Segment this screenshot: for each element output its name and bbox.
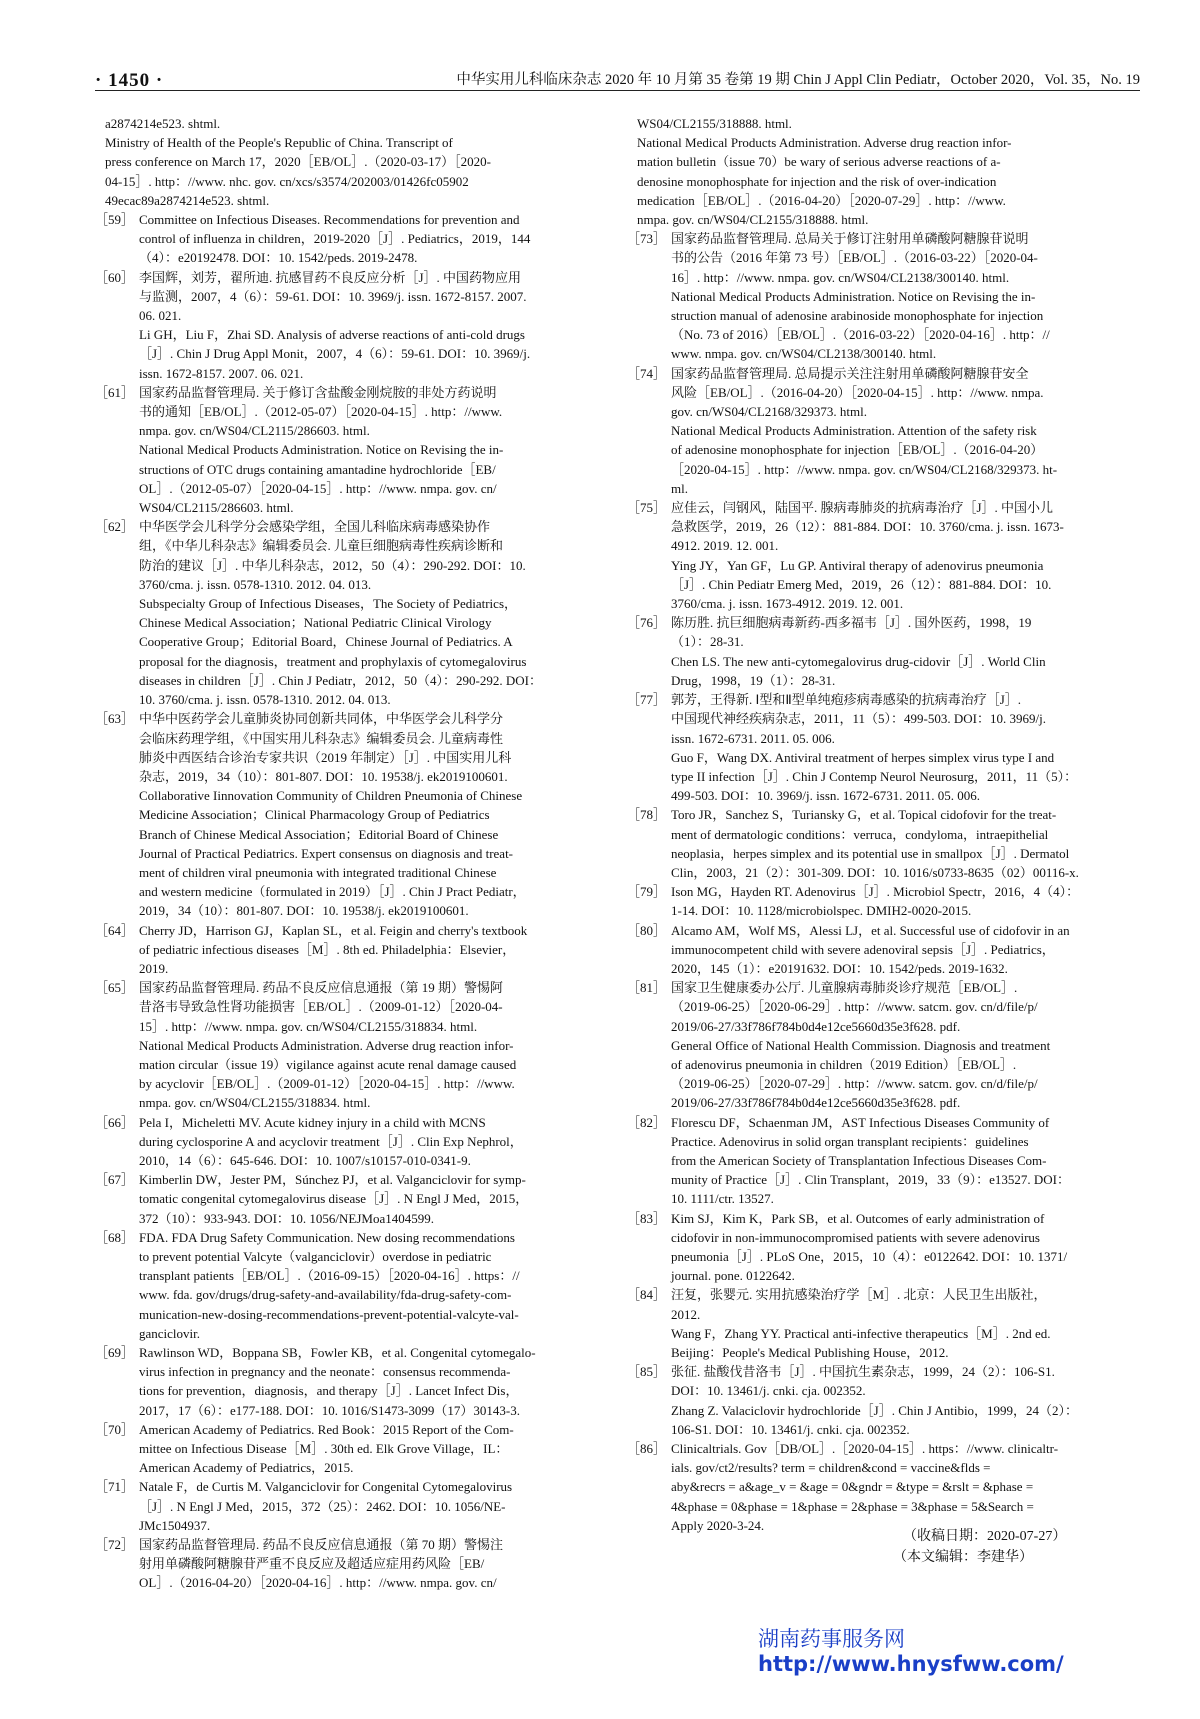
reference-line: 2019/06-27/33f786f784b0d4e12ce5660d35e3f628. pdf.: [671, 1095, 961, 1111]
reference-line: www. nmpa. gov. cn/WS04/CL2138/300140. html.: [671, 346, 937, 362]
reference-item: [95, 210, 578, 268]
reference-line: structions of OTC drugs containing amantadine hydrochloride［EB/: [139, 461, 496, 477]
reference-line: Cooperative Group；Editorial Board，Chinese Journal of Pediatrics. A: [139, 634, 513, 650]
reference-line: Wang F，Zhang YY. Practical anti-infective therapeutics［M］. 2nd ed.: [671, 1325, 1051, 1341]
reference-item: [95, 1420, 578, 1478]
reference-item: [627, 1362, 1140, 1439]
reference-line: Branch of Chinese Medical Association；Editorial Board of Chinese: [139, 826, 499, 842]
reference-line: 国家药品监督管理局. 总局提示关注注射用单磷酸阿糖腺苷安全: [671, 365, 1029, 381]
reference-line: aby&recrs = a&age_v = &age = 0&gndr = &type = &rslt = &phase =: [671, 1479, 1034, 1495]
reference-line: 组，《中华儿科杂志》编辑委员会. 儿童巨细胞病毒性疾病诊断和: [139, 538, 504, 554]
reference-number: ［77］: [627, 692, 667, 708]
reference-line: 中华医学会儿科学分会感染学组，全国儿科临床病毒感染协作: [139, 519, 491, 535]
reference-line: General Office of National Health Commission. Diagnosis and treatment: [671, 1037, 1051, 1053]
journal-running-title: 中华实用儿科临床杂志 2020 年 10 月第 35 卷第 19 期 Chin J Appl Clin Pediatr，October 2020，Vol. 35，No. 19: [456, 72, 1140, 88]
reference-line: of pediatric infectious diseases［M］. 8th ed. Philadelphia：Elsevier，: [139, 941, 516, 957]
reference-item: [95, 709, 578, 920]
reference-line: mittee on Infectious Disease［M］. 30th ed. Elk Grove Village，IL：: [139, 1441, 509, 1457]
reference-line: 16］. http：//www. nmpa. gov. cn/WS04/CL2138/300140. html.: [671, 269, 1010, 285]
reference-line: ［2020-04-15］. http：//www. nmpa. gov. cn/WS04/CL2168/329373. ht-: [671, 461, 1058, 477]
reference-line: Clin，2003，21（2）：301-309. DOI：10. 1016/s0733-8635（02）00116-x.: [671, 864, 1079, 880]
reference-line: 张征. 盐酸伐昔洛韦［J］. 中国抗生素杂志，1999，24（2）：106-S1.: [671, 1364, 1055, 1380]
running-header: [95, 66, 1140, 92]
reference-line: 49ecac89a2874214e523. shtml.: [105, 192, 270, 208]
reference-number: ［61］: [95, 384, 135, 400]
reference-line: during cyclosporine A and acyclovir treatment［J］. Clin Exp Nephrol，: [139, 1133, 523, 1149]
reference-line: Chinese Medical Association；National Pediatric Clinical Virology: [139, 615, 492, 631]
reference-line: American Academy of Pediatrics. Red Book：2015 Report of the Com-: [139, 1421, 514, 1437]
watermark-site-name: 湖南药事服务网: [758, 1627, 905, 1651]
reference-line: （1）：28-31.: [671, 634, 744, 650]
reference-line: control of influenza in children，2019-2020［J］. Pediatrics，2019，144: [139, 231, 531, 247]
reference-line: Toro JR，Sanchez S，Turiansky G，et al. Topical cidofovir for the treat-: [671, 807, 1057, 823]
reference-line: munication-new-dosing-recommendations-prevent-potential-valcyte-val-: [139, 1306, 519, 1322]
reference-line: tions for prevention，diagnosis，and therapy［J］. Lancet Infect Dis，: [139, 1383, 519, 1399]
reference-line: Ison MG，Hayden RT. Adenovirus［J］. Microbiol Spectr，2016，4（4）：: [671, 884, 1080, 900]
reference-line: and western medicine（formulated in 2019）［J］. Chin J Pract Pediatr，: [139, 884, 526, 900]
reference-item: [627, 1209, 1140, 1286]
received-date: （收稿日期：2020-07-27）: [903, 1529, 1067, 1544]
reference-line: ［J］. N Engl J Med，2015，372（25）：2462. DOI：10. 1056/NE-: [139, 1498, 506, 1514]
reference-number: ［68］: [95, 1229, 135, 1245]
reference-line: ［J］. Chin J Drug Appl Monit，2007，4（6）：59-61. DOI：10. 3969/j.: [139, 346, 531, 362]
reference-line: mation circular（issue 19）vigilance against acute renal damage caused: [139, 1056, 517, 1072]
reference-line: tomatic congenital cytomegalovirus disease［J］. N Engl J Med，2015，: [139, 1191, 529, 1207]
reference-line: 急救医学，2019，26（12）：881-884. DOI：10. 3760/cma. j. issn. 1673-: [671, 519, 1064, 535]
reference-line: 2019，34（10）：801-807. DOI：10. 19538/j. ek2019100601.: [139, 903, 469, 919]
reference-line: ials. gov/ct2/results? term = children&cond = vaccine&flds =: [671, 1460, 991, 1476]
reference-line: Chen LS. The new anti-cytomegalovirus drug-cidovir［J］. World Clin: [671, 653, 1046, 669]
reference-line: by acyclovir［EB/OL］.（2009-01-12）［2020-04-15］. http：//www.: [139, 1076, 515, 1092]
reference-line: cidofovir in non-immunocompromised patients with severe adenovirus: [671, 1229, 1040, 1245]
reference-line: （2019-06-25）［2020-06-29］. http：//www. satcm. gov. cn/d/file/p/: [671, 999, 1038, 1015]
reference-line: ment of dermatologic conditions：verruca，condyloma，intraepithelial: [671, 826, 1049, 842]
reference-line: 书的公告（2016 年第 73 号）［EB/OL］.（2016-03-22）［2020-04-: [671, 250, 1038, 266]
reference-line: 10. 1111/ctr. 13527.: [671, 1191, 774, 1207]
reference-line: Zhang Z. Valaciclovir hydrochloride［J］. Chin J Antibio，1999，24（2）：: [671, 1402, 1079, 1418]
reference-item: [95, 1535, 578, 1593]
reference-line: type II infection［J］. Chin J Contemp Neurol Neurosurg，2011，11（5）：: [671, 768, 1078, 784]
reference-number: ［65］: [95, 980, 135, 996]
reference-line: ml.: [671, 480, 688, 496]
reference-line: Medicine Association；Clinical Pharmacology Group of Pediatrics: [139, 807, 490, 823]
reference-item: [627, 229, 1140, 363]
reference-item: [627, 1285, 1140, 1362]
reference-line: Subspecialty Group of Infectious Diseases，The Society of Pediatrics，: [139, 596, 517, 612]
reference-number: ［72］: [95, 1537, 135, 1553]
reference-line: Drug，1998，19（1）：28-31.: [671, 672, 836, 688]
reference-line: （No. 73 of 2016）［EB/OL］.（2016-03-22）［2020-04-16］. http：//: [671, 327, 1050, 343]
reference-item: [95, 921, 578, 979]
reference-line: nmpa. gov. cn/WS04/CL2155/318834. html.: [139, 1095, 371, 1111]
reference-number: ［84］: [627, 1287, 667, 1303]
reference-line: 会临床药理学组，《中国实用儿科杂志》编辑委员会. 儿童病毒性: [139, 730, 504, 746]
reference-line: Committee on Infectious Diseases. Recommendations for prevention and: [139, 212, 520, 228]
reference-line: mation bulletin（issue 70）be wary of serious adverse reactions of a-: [637, 154, 1001, 170]
reference-line: issn. 1672-6731. 2011. 05. 006.: [671, 730, 835, 746]
reference-number: ［69］: [95, 1345, 135, 1360]
reference-line: press conference on March 17，2020［EB/OL］.（2020-03-17）［2020-: [105, 154, 491, 170]
reference-item: [627, 364, 1140, 498]
reference-line: 应佳云，闫钢风，陆国平. 腺病毒肺炎的抗病毒治疗［J］. 中国小儿: [671, 500, 1054, 516]
reference-item: [95, 268, 578, 383]
reference-line: www. fda. gov/drugs/drug-safety-and-availability/fda-drug-safety-com-: [139, 1287, 512, 1303]
reference-line: 04-15］. http：//www. nhc. gov. cn/xcs/s3574/202003/01426fc05902: [105, 173, 469, 189]
reference-continuation: [627, 114, 1140, 229]
reference-line: 499-503. DOI：10. 3969/j. issn. 1672-6731. 2011. 05. 006.: [671, 788, 980, 804]
reference-number: ［70］: [95, 1421, 135, 1437]
reference-line: 郭芳，王得新. Ⅰ型和Ⅱ型单纯疱疹病毒感染的抗病毒治疗［J］.: [671, 692, 1022, 708]
reference-item: [627, 978, 1140, 1112]
reference-line: WS04/CL2155/318888. html.: [637, 116, 792, 131]
reference-line: 防治的建议［J］. 中华儿科杂志，2012，50（4）：290-292. DOI：10.: [139, 557, 526, 573]
reference-line: 中国现代神经疾病杂志，2011，11（5）：499-503. DOI：10. 3969/j.: [671, 711, 1046, 727]
reference-number: ［74］: [627, 365, 667, 381]
reference-number: ［83］: [627, 1210, 667, 1226]
reference-item: [95, 383, 578, 517]
reference-number: ［78］: [627, 807, 667, 823]
header-rule: [95, 90, 1140, 91]
reference-item: [627, 498, 1140, 613]
reference-line: 杂志，2019，34（10）：801-807. DOI：10. 19538/j. ek2019100601.: [139, 768, 508, 784]
reference-line: ［J］. Chin Pediatr Emerg Med，2019，26（12）：881-884. DOI：10.: [671, 576, 1052, 592]
reference-line: 2017，17（6）：e177-188. DOI：10. 1016/S1473-3099（17）30143-3.: [139, 1402, 520, 1418]
reference-number: ［86］: [627, 1441, 667, 1457]
reference-line: diseases in children［J］. Chin J Pediatr，2012，50（4）：290-292. DOI：: [139, 672, 542, 688]
reference-line: to prevent potential Valcyte（valganciclovir）overdose in pediatric: [139, 1248, 492, 1264]
watermark-url: http://www.hnysfww.com/: [758, 1652, 1064, 1676]
reference-line: 10. 3760/cma. j. issn. 0578-1310. 2012. 04. 013.: [139, 692, 391, 708]
article-editor: （本文编辑：李建华）: [893, 1550, 1033, 1565]
reference-item: [95, 1343, 578, 1420]
reference-line: 国家药品监督管理局. 药品不良反应信息通报（第 70 期）警惕注: [139, 1537, 504, 1553]
reference-line: struction manual of adenosine arabinoside monophosphate for injection: [671, 308, 1044, 324]
reference-line: 2020，145（1）：e20191632. DOI：10. 1542/peds. 2019-1632.: [671, 960, 1008, 976]
reference-item: [95, 1170, 578, 1228]
reference-line: Collaborative Iinnovation Community of Children Pneumonia of Chinese: [139, 788, 523, 804]
reference-line: medication［EB/OL］.（2016-04-20）［2020-07-29］. http：//www.: [637, 192, 1006, 208]
reference-number: ［71］: [95, 1479, 135, 1495]
reference-line: （2019-06-25）［2020-07-29］. http：//www. satcm. gov. cn/d/file/p/: [671, 1076, 1038, 1092]
reference-line: Rawlinson WD，Boppana SB，Fowler KB，et al. Congenital cytomegalo-: [139, 1345, 536, 1360]
reference-line: WS04/CL2115/286603. html.: [139, 500, 294, 516]
reference-line: 2010，14（6）：645-646. DOI：10. 1007/s10157-010-0341-9.: [139, 1152, 471, 1168]
reference-line: ganciclovir.: [139, 1325, 201, 1341]
reference-item: [627, 1439, 1140, 1535]
reference-line: 风险［EB/OL］.（2016-04-20）［2020-04-15］. http：//www. nmpa.: [671, 384, 1044, 400]
reference-line: neoplasia，herpes simplex and its potential use in smallpox［J］. Dermatol: [671, 845, 1070, 861]
reference-line: 国家卫生健康委办公厅. 儿童腺病毒肺炎诊疗规范［EB/OL］.: [671, 980, 1018, 996]
reference-line: Journal of Practical Pediatrics. Expert consensus on diagnosis and treat-: [139, 845, 514, 861]
reference-item: [627, 882, 1140, 920]
reference-line: virus infection in pregnancy and the neonate：consensus recommenda-: [139, 1364, 511, 1380]
reference-item: [627, 1113, 1140, 1209]
reference-line: 与监测，2007，4（6）：59-61. DOI：10. 3969/j. issn. 1672-8157. 2007.: [139, 288, 527, 304]
reference-line: ment of children viral pneumonia with integrated traditional Chinese: [139, 864, 497, 880]
reference-item: [627, 613, 1140, 690]
reference-line: Li GH，Liu F，Zhai SD. Analysis of adverse reactions of anti-cold drugs: [139, 327, 525, 343]
reference-line: 2019.: [139, 960, 169, 976]
reference-line: 372（10）：933-943. DOI：10. 1056/NEJMoa1404599.: [139, 1210, 435, 1226]
reference-line: proposal for the diagnosis，treatment and prophylaxis of cytomegalovirus: [139, 653, 527, 669]
reference-line: issn. 1672-8157. 2007. 06. 021.: [139, 365, 304, 381]
reference-line: 汪复，张婴元. 实用抗感染治疗学［M］. 北京：人民卫生出版社，: [671, 1287, 1047, 1303]
reference-line: 昔洛韦导致急性肾功能损害［EB/OL］.（2009-01-12）［2020-04-: [139, 999, 503, 1015]
reference-continuation: [95, 114, 578, 210]
reference-line: Clinicaltrials. Gov［DB/OL］.［2020-04-15］. https：//www. clinicaltr-: [671, 1441, 1059, 1457]
reference-number: ［66］: [95, 1114, 135, 1130]
reference-line: 2019/06-27/33f786f784b0d4e12ce5660d35e3f628. pdf.: [671, 1018, 961, 1034]
reference-line: Natale F，de Curtis M. Valganciclovir for Congenital Cytomegalovirus: [139, 1479, 513, 1495]
reference-line: Practice. Adenovirus in solid organ transplant recipients：guidelines: [671, 1133, 1029, 1149]
reference-item: [95, 978, 578, 1112]
reference-line: gov. cn/WS04/CL2168/329373. html.: [671, 404, 867, 420]
reference-line: National Medical Products Administration. Notice on Revising the in-: [671, 288, 1036, 304]
reference-line: Ying JY，Yan GF，Lu GP. Antiviral therapy of adenovirus pneumonia: [671, 557, 1044, 573]
reference-line: 4&phase = 0&phase = 1&phase = 2&phase = 3&phase = 5&Search =: [671, 1498, 1034, 1514]
reference-number: ［62］: [95, 519, 135, 535]
reference-line: 06. 021.: [139, 308, 182, 324]
reference-line: Ministry of Health of the People's Republic of China. Transcript of: [105, 135, 453, 151]
reference-line: 1-14. DOI：10. 1128/microbiolspec. DMIH2-0020-2015.: [671, 903, 972, 919]
reference-item: [627, 921, 1140, 979]
reference-line: 国家药品监督管理局. 药品不良反应信息通报（第 19 期）警惕阿: [139, 980, 504, 996]
reference-line: National Medical Products Administration. Notice on Revising the in-: [139, 442, 504, 458]
reference-line: Beijing：People's Medical Publishing House，2012.: [671, 1345, 949, 1360]
page-number: · 1450 ·: [95, 70, 164, 91]
reference-number: ［79］: [627, 884, 667, 900]
reference-number: ［73］: [627, 231, 667, 247]
reference-line: 2012.: [671, 1306, 701, 1322]
reference-line: pneumonia［J］. PLoS One，2015，10（4）：e0122642. DOI：10. 1371/: [671, 1248, 1068, 1264]
reference-line: of adenosine monophosphate for injection［EB/OL］.（2016-04-20）: [671, 442, 1044, 458]
reference-line: 15］. http：//www. nmpa. gov. cn/WS04/CL2155/318834. html.: [139, 1018, 478, 1034]
reference-line: nmpa. gov. cn/WS04/CL2155/318888. html.: [637, 212, 869, 228]
reference-line: 3760/cma. j. issn. 1673-4912. 2019. 12. 001.: [671, 596, 904, 612]
reference-line: National Medical Products Administration. Adverse drug reaction infor-: [139, 1037, 514, 1053]
reference-line: 李国辉，刘芳，翟所迪. 抗感冒药不良反应分析［J］. 中国药物应用: [139, 269, 522, 285]
reference-line: Alcamo AM，Wolf MS，Alessi LJ，et al. Successful use of cidofovir in an: [671, 922, 1070, 938]
reference-number: ［60］: [95, 269, 135, 285]
reference-line: 4912. 2019. 12. 001.: [671, 538, 779, 554]
reference-line: National Medical Products Administration. Attention of the safety risk: [671, 423, 1037, 439]
reference-line: 书的通知［EB/OL］.（2012-05-07）［2020-04-15］. http：//www.: [139, 404, 503, 420]
reference-number: ［82］: [627, 1114, 667, 1130]
reference-line: FDA. FDA Drug Safety Communication. New dosing recommendations: [139, 1229, 515, 1245]
reference-line: denosine monophosphate for injection and the risk of over-indication: [637, 173, 997, 189]
reference-item: [95, 1113, 578, 1171]
reference-line: Apply 2020-3-24.: [671, 1517, 765, 1533]
reference-line: nmpa. gov. cn/WS04/CL2115/286603. html.: [139, 423, 370, 439]
reference-line: munity of Practice［J］. Clin Transplant，2019，33（9）：e13527. DOI：: [671, 1172, 1071, 1188]
reference-number: ［75］: [627, 500, 667, 516]
reference-line: DOI：10. 13461/j. cnki. cja. 002352.: [671, 1383, 866, 1399]
reference-number: ［59］: [95, 212, 135, 228]
reference-line: OL］.（2016-04-20）［2020-04-16］. http：//www. nmpa. gov. cn/: [139, 1575, 497, 1591]
reference-number: ［85］: [627, 1364, 667, 1380]
reference-line: Kim SJ，Kim K，Park SB，et al. Outcomes of early administration of: [671, 1210, 1045, 1226]
reference-line: 中华中医药学会儿童肺炎协同创新共同体，中华医学会儿科学分: [139, 711, 504, 727]
reference-item: [627, 690, 1140, 805]
reference-item: [627, 805, 1140, 882]
reference-line: Kimberlin DW，Jester PM，Súnchez PJ，et al. Valganciclovir for symp-: [139, 1172, 526, 1188]
reference-item: [95, 1228, 578, 1343]
reference-line: transplant patients［EB/OL］.（2016-09-15）［2020-04-16］. https：//: [139, 1268, 520, 1284]
reference-number: ［81］: [627, 980, 667, 996]
reference-number: ［80］: [627, 922, 667, 938]
reference-number: ［67］: [95, 1172, 135, 1188]
reference-line: journal. pone. 0122642.: [671, 1268, 795, 1284]
reference-line: a2874214e523. shtml.: [105, 116, 221, 131]
reference-line: （4）：e20192478. DOI：10. 1542/peds. 2019-2478.: [139, 250, 418, 266]
reference-line: American Academy of Pediatrics，2015.: [139, 1460, 354, 1476]
reference-item: [95, 517, 578, 709]
reference-line: immunocompetent child with severe adenoviral sepsis［J］. Pediatrics，: [671, 941, 1055, 957]
reference-column-right: [627, 114, 1140, 1535]
reference-item: [95, 1477, 578, 1535]
reference-line: of adenovirus pneumonia in children（2019 Edition）［EB/OL］.: [671, 1056, 1017, 1072]
reference-line: 陈历胜. 抗巨细胞病毒新药-西多福韦［J］. 国外医药，1998，19: [671, 615, 1032, 631]
reference-line: 肺炎中西医结合诊治专家共识（2019 年制定）［J］. 中国实用儿科: [139, 749, 512, 765]
reference-line: Cherry JD，Harrison GJ，Kaplan SL，et al. Feigin and cherry's textbook: [139, 922, 528, 938]
reference-line: 国家药品监督管理局. 总局关于修订注射用单磷酸阿糖腺苷说明: [671, 231, 1029, 247]
reference-line: 106-S1. DOI：10. 13461/j. cnki. cja. 002352.: [671, 1421, 910, 1437]
reference-line: OL］.（2012-05-07）［2020-04-15］. http：//www. nmpa. gov. cn/: [139, 480, 497, 496]
reference-line: from the American Society of Transplantation Infectious Diseases Com-: [671, 1152, 1047, 1168]
reference-line: Guo F，Wang DX. Antiviral treatment of herpes simplex virus type I and: [671, 749, 1055, 765]
reference-line: Pela I，Micheletti MV. Acute kidney injury in a child with MCNS: [139, 1114, 486, 1130]
reference-column-left: [95, 114, 578, 1593]
reference-number: ［64］: [95, 922, 135, 938]
reference-number: ［63］: [95, 711, 135, 727]
reference-line: Florescu DF，Schaenman JM，AST Infectious Diseases Community of: [671, 1114, 1050, 1130]
reference-number: ［76］: [627, 615, 667, 631]
reference-line: 国家药品监督管理局. 关于修订含盐酸金刚烷胺的非处方药说明: [139, 384, 497, 400]
reference-line: National Medical Products Administration. Adverse drug reaction infor-: [637, 135, 1012, 151]
reference-line: 射用单磷酸阿糖腺苷严重不良反应及超适应症用药风险［EB/: [139, 1556, 485, 1572]
reference-line: 3760/cma. j. issn. 0578-1310. 2012. 04. 013.: [139, 576, 372, 592]
reference-line: JMc1504937.: [139, 1517, 211, 1533]
